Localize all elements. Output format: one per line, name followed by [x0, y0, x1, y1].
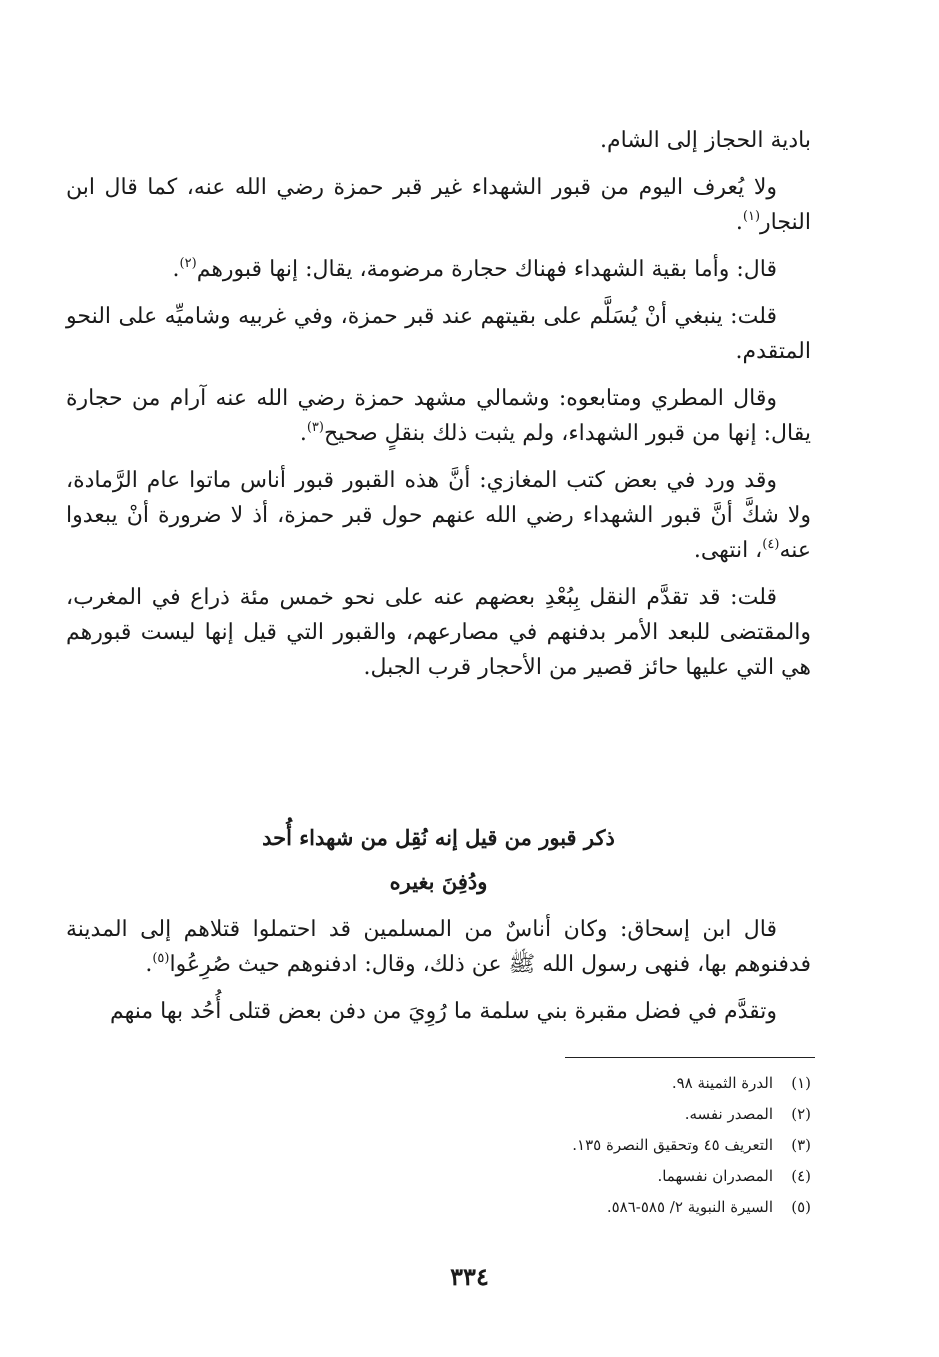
footnote-number: (٤)	[791, 1167, 811, 1185]
footnote-2	[300, 1099, 811, 1130]
footnote-separator	[565, 1057, 815, 1058]
paragraph-3: قلت: ينبغي أنْ يُسَلَّم على بقيتهم عند قبر حمزة، وفي غربيه وشاميِّه على النحو المتقدم.	[66, 304, 811, 364]
main-text-lower	[66, 912, 811, 1041]
footnote-5	[300, 1192, 811, 1223]
footnote-text: المصدر نفسه.	[684, 1105, 773, 1123]
footnote-4	[300, 1161, 811, 1192]
paragraph-4-text: وقال المطري ومتابعوه: وشمالي مشهد حمزة رضي الله عنه آرام من حجارة يقال: إنها من قبور الشهداء، ولم يثبت ذلك بنقلٍ صحيح	[66, 386, 811, 446]
footnote-3	[300, 1130, 811, 1161]
paragraph-7-end: .	[145, 952, 153, 977]
footnote-ref-4: (٤)	[762, 537, 780, 552]
paragraph-2	[66, 252, 811, 287]
paragraph-7-text: قال ابن إسحاق: وكان أناسٌ من المسلمين قد احتملوا قتلاهم إلى المدينة فدفنوهم بها، فنهى رسول الله ﷺ عن ذلك، وقال: ادفنوهم حيث صُرِعُوا	[66, 917, 811, 977]
main-text-upper	[66, 123, 811, 697]
paragraph-5-end: ، انتهى.	[693, 538, 763, 563]
footnote-number: (٥)	[791, 1198, 811, 1216]
footnote-ref-2: (٢)	[179, 256, 197, 271]
footnote-1	[300, 1068, 811, 1099]
footnote-text: التعريف ٤٥ وتحقيق النصرة ١٣٥.	[572, 1136, 773, 1154]
section-heading-line-1: ذكر قبور من قيل إنه نُقِل من شهداء أُحد	[262, 825, 615, 850]
paragraph-1-end: .	[735, 210, 743, 235]
footnote-number: (١)	[791, 1074, 811, 1092]
footnote-text: المصدران نفسهما.	[657, 1167, 773, 1185]
section-heading-line-2: ودُفِنَ بغيره	[389, 869, 488, 894]
footnotes	[300, 1068, 811, 1223]
paragraph-2-end: .	[172, 257, 180, 282]
paragraph-6: قلت: قد تقدَّم النقل بِبُعْدِ بعضهم عنه على نحو خمس مئة ذراع في المغرب، والمقتضى للبعد الأمر بدفنهم في مصارعهم، والقبور التي قيل إنها ليست قبورهم هي التي عليها حائز قصير من الأحجار قرب الجبل.	[66, 585, 811, 680]
paragraph-1-text: ولا يُعرف اليوم من قبور الشهداء غير قبر حمزة رضي الله عنه، كما قال ابن النجار	[66, 175, 811, 235]
page-number: ٣٣٤	[450, 1262, 489, 1291]
paragraph-2-text: قال: وأما بقية الشهداء فهناك حجارة مرضومة، يقال: إنها قبورهم	[196, 257, 777, 282]
paragraph-4-end: .	[299, 421, 307, 446]
footnote-number: (٢)	[791, 1105, 811, 1123]
paragraph-1	[66, 170, 811, 240]
paragraph-8: وتقدَّم في فضل مقبرة بني سلمة ما رُوِيَ من دفن بعض قتلى أُحُد بها منهم	[109, 999, 777, 1024]
paragraph-7	[66, 912, 811, 982]
continuation-line: بادية الحجاز إلى الشام.	[600, 128, 811, 153]
paragraph-5	[66, 463, 811, 568]
footnote-ref-5: (٥)	[152, 951, 170, 966]
footnote-text: السيرة النبوية ٢/ ٥٨٥-٥٨٦.	[606, 1198, 773, 1216]
footnote-ref-3: (٣)	[306, 420, 324, 435]
footnote-text: الدرة الثمينة ٩٨.	[671, 1074, 773, 1092]
footnote-number: (٣)	[791, 1136, 811, 1154]
footnote-ref-1: (١)	[742, 209, 761, 224]
paragraph-5-text: وقد ورد في بعض كتب المغازي: أنَّ هذه القبور قبور أناس ماتوا عام الرَّمادة، ولا شكَّ أنَّ قبور الشهداء رضي الله عنهم حول قبر حمزة، أذ لا ضرورة أنْ يبعدوا عنه	[66, 468, 811, 563]
paragraph-4	[66, 381, 811, 451]
